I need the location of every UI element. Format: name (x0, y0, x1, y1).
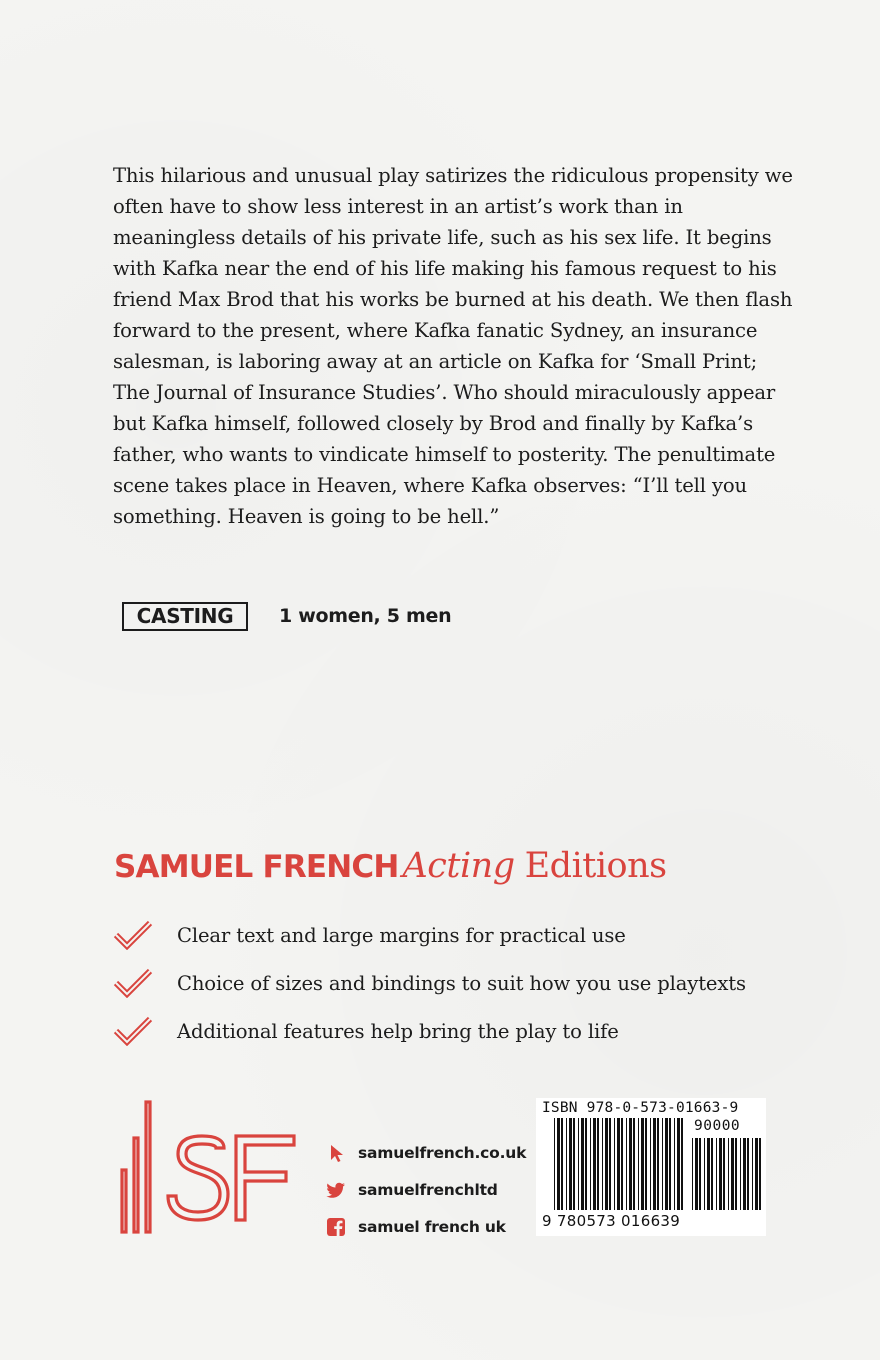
barcode-bar (707, 1138, 710, 1210)
series-editions: Editions (524, 846, 667, 886)
barcode-bar (590, 1118, 591, 1210)
twitter-link[interactable] (326, 1171, 526, 1208)
barcode-bar (638, 1118, 639, 1210)
barcode-bar (573, 1118, 575, 1210)
twitter-icon (326, 1180, 346, 1200)
barcode-bar (699, 1138, 701, 1210)
barcode-bar (557, 1118, 560, 1210)
list-item (113, 959, 746, 1007)
barcode-bar (561, 1118, 563, 1210)
checkmark-icon (113, 968, 153, 998)
barcode-bar (669, 1118, 671, 1210)
barcode-bar (755, 1138, 758, 1210)
barcode-bar (653, 1118, 656, 1210)
barcode-bar (716, 1138, 717, 1210)
barcode-bar (674, 1118, 675, 1210)
back-cover-blurb: This hilarious and unusual play satirizes the ridiculous propensity we often have to show less interest in an artist’s work than in meaningless details of his private life, such as his sex life. It begins with Kafka near the end of his life making his famous request to his friend Max Brod that his works be burned at his death. We then flash forward to the present, where Kafka fanatic Sydney, an insurance salesman, is laboring away at an article on Kafka for ‘Small Print; The Journal of Insurance Studies’. Who should miraculously appear but Kafka himself, followed closely by Brod and finally by Kafka’s father, who wants to vindicate himself to posterity. The penultimate scene takes place in Heaven, where Kafka observes: “I’ll tell you something. Heaven is going to be hell.” (113, 164, 793, 528)
casting-label: CASTING (122, 602, 248, 631)
barcode-bar (602, 1118, 603, 1210)
barcode-bar (614, 1118, 615, 1210)
barcode-bar (681, 1118, 683, 1210)
barcode-bar (723, 1138, 725, 1210)
barcode-bar (621, 1118, 623, 1210)
barcode-bar (704, 1138, 705, 1210)
barcode-bar (605, 1118, 608, 1210)
checkmark-icon (113, 920, 153, 950)
barcode-bar (759, 1138, 761, 1210)
checkmark-icon (113, 1016, 153, 1046)
list-item (113, 911, 746, 959)
barcode-bar (566, 1118, 567, 1210)
facebook-text: samuel french uk (358, 1217, 506, 1236)
cursor-icon (326, 1143, 346, 1163)
twitter-text: samuelfrenchltd (358, 1180, 498, 1199)
website-text: samuelfrench.co.uk (358, 1143, 527, 1162)
feature-text: Additional features help bring the play to life (177, 1019, 619, 1043)
barcode-bar (617, 1118, 620, 1210)
barcode-bar (752, 1138, 753, 1210)
barcode-bar (626, 1118, 627, 1210)
barcode-bar (692, 1138, 693, 1210)
barcode-bar (633, 1118, 635, 1210)
series-title (114, 846, 667, 886)
barcode-bar (711, 1138, 713, 1210)
publisher-links (326, 1134, 526, 1245)
barcode-bar (740, 1138, 741, 1210)
barcode-bar (728, 1138, 729, 1210)
barcode-bar (585, 1118, 587, 1210)
casting-value: 1 women, 5 men (279, 605, 452, 627)
series-brand: SAMUEL FRENCH (114, 849, 399, 885)
samuel-french-logo (120, 1098, 300, 1238)
barcode-bar (554, 1118, 555, 1210)
list-item (113, 1007, 746, 1055)
sf-logo-icon (120, 1098, 300, 1238)
isbn-text: ISBN 978-0-573-01663-9 (542, 1100, 739, 1116)
facebook-icon (326, 1217, 346, 1237)
barcode-bar (578, 1118, 579, 1210)
barcode-bar (747, 1138, 749, 1210)
barcode-bar (657, 1118, 659, 1210)
barcode-bar (629, 1118, 632, 1210)
barcode-bar (731, 1138, 734, 1210)
feature-text: Clear text and large margins for practical use (177, 923, 626, 947)
barcode-bar (569, 1118, 572, 1210)
barcode-bar (719, 1138, 722, 1210)
barcode-bar (735, 1138, 737, 1210)
barcode-bar (609, 1118, 611, 1210)
feature-text: Choice of sizes and bindings to suit how you use playtexts (177, 971, 746, 995)
barcode-bar (662, 1118, 663, 1210)
website-link[interactable] (326, 1134, 526, 1171)
barcode-bar (743, 1138, 746, 1210)
barcode-bar (593, 1118, 596, 1210)
barcode-bar (641, 1118, 644, 1210)
barcode-bar (597, 1118, 599, 1210)
barcode-bar (677, 1118, 680, 1210)
barcode-number: 9 780573 016639 (542, 1212, 681, 1230)
barcode-bar (645, 1118, 647, 1210)
price-code: 90000 (694, 1118, 741, 1134)
barcode-bar (581, 1118, 584, 1210)
series-acting: Acting (402, 846, 515, 886)
casting-info (122, 599, 451, 633)
feature-list (113, 911, 746, 1055)
barcode-bar (665, 1118, 668, 1210)
facebook-link[interactable] (326, 1208, 526, 1245)
isbn-barcode (536, 1098, 766, 1236)
barcode-bar (650, 1118, 651, 1210)
barcode-bar (695, 1138, 698, 1210)
